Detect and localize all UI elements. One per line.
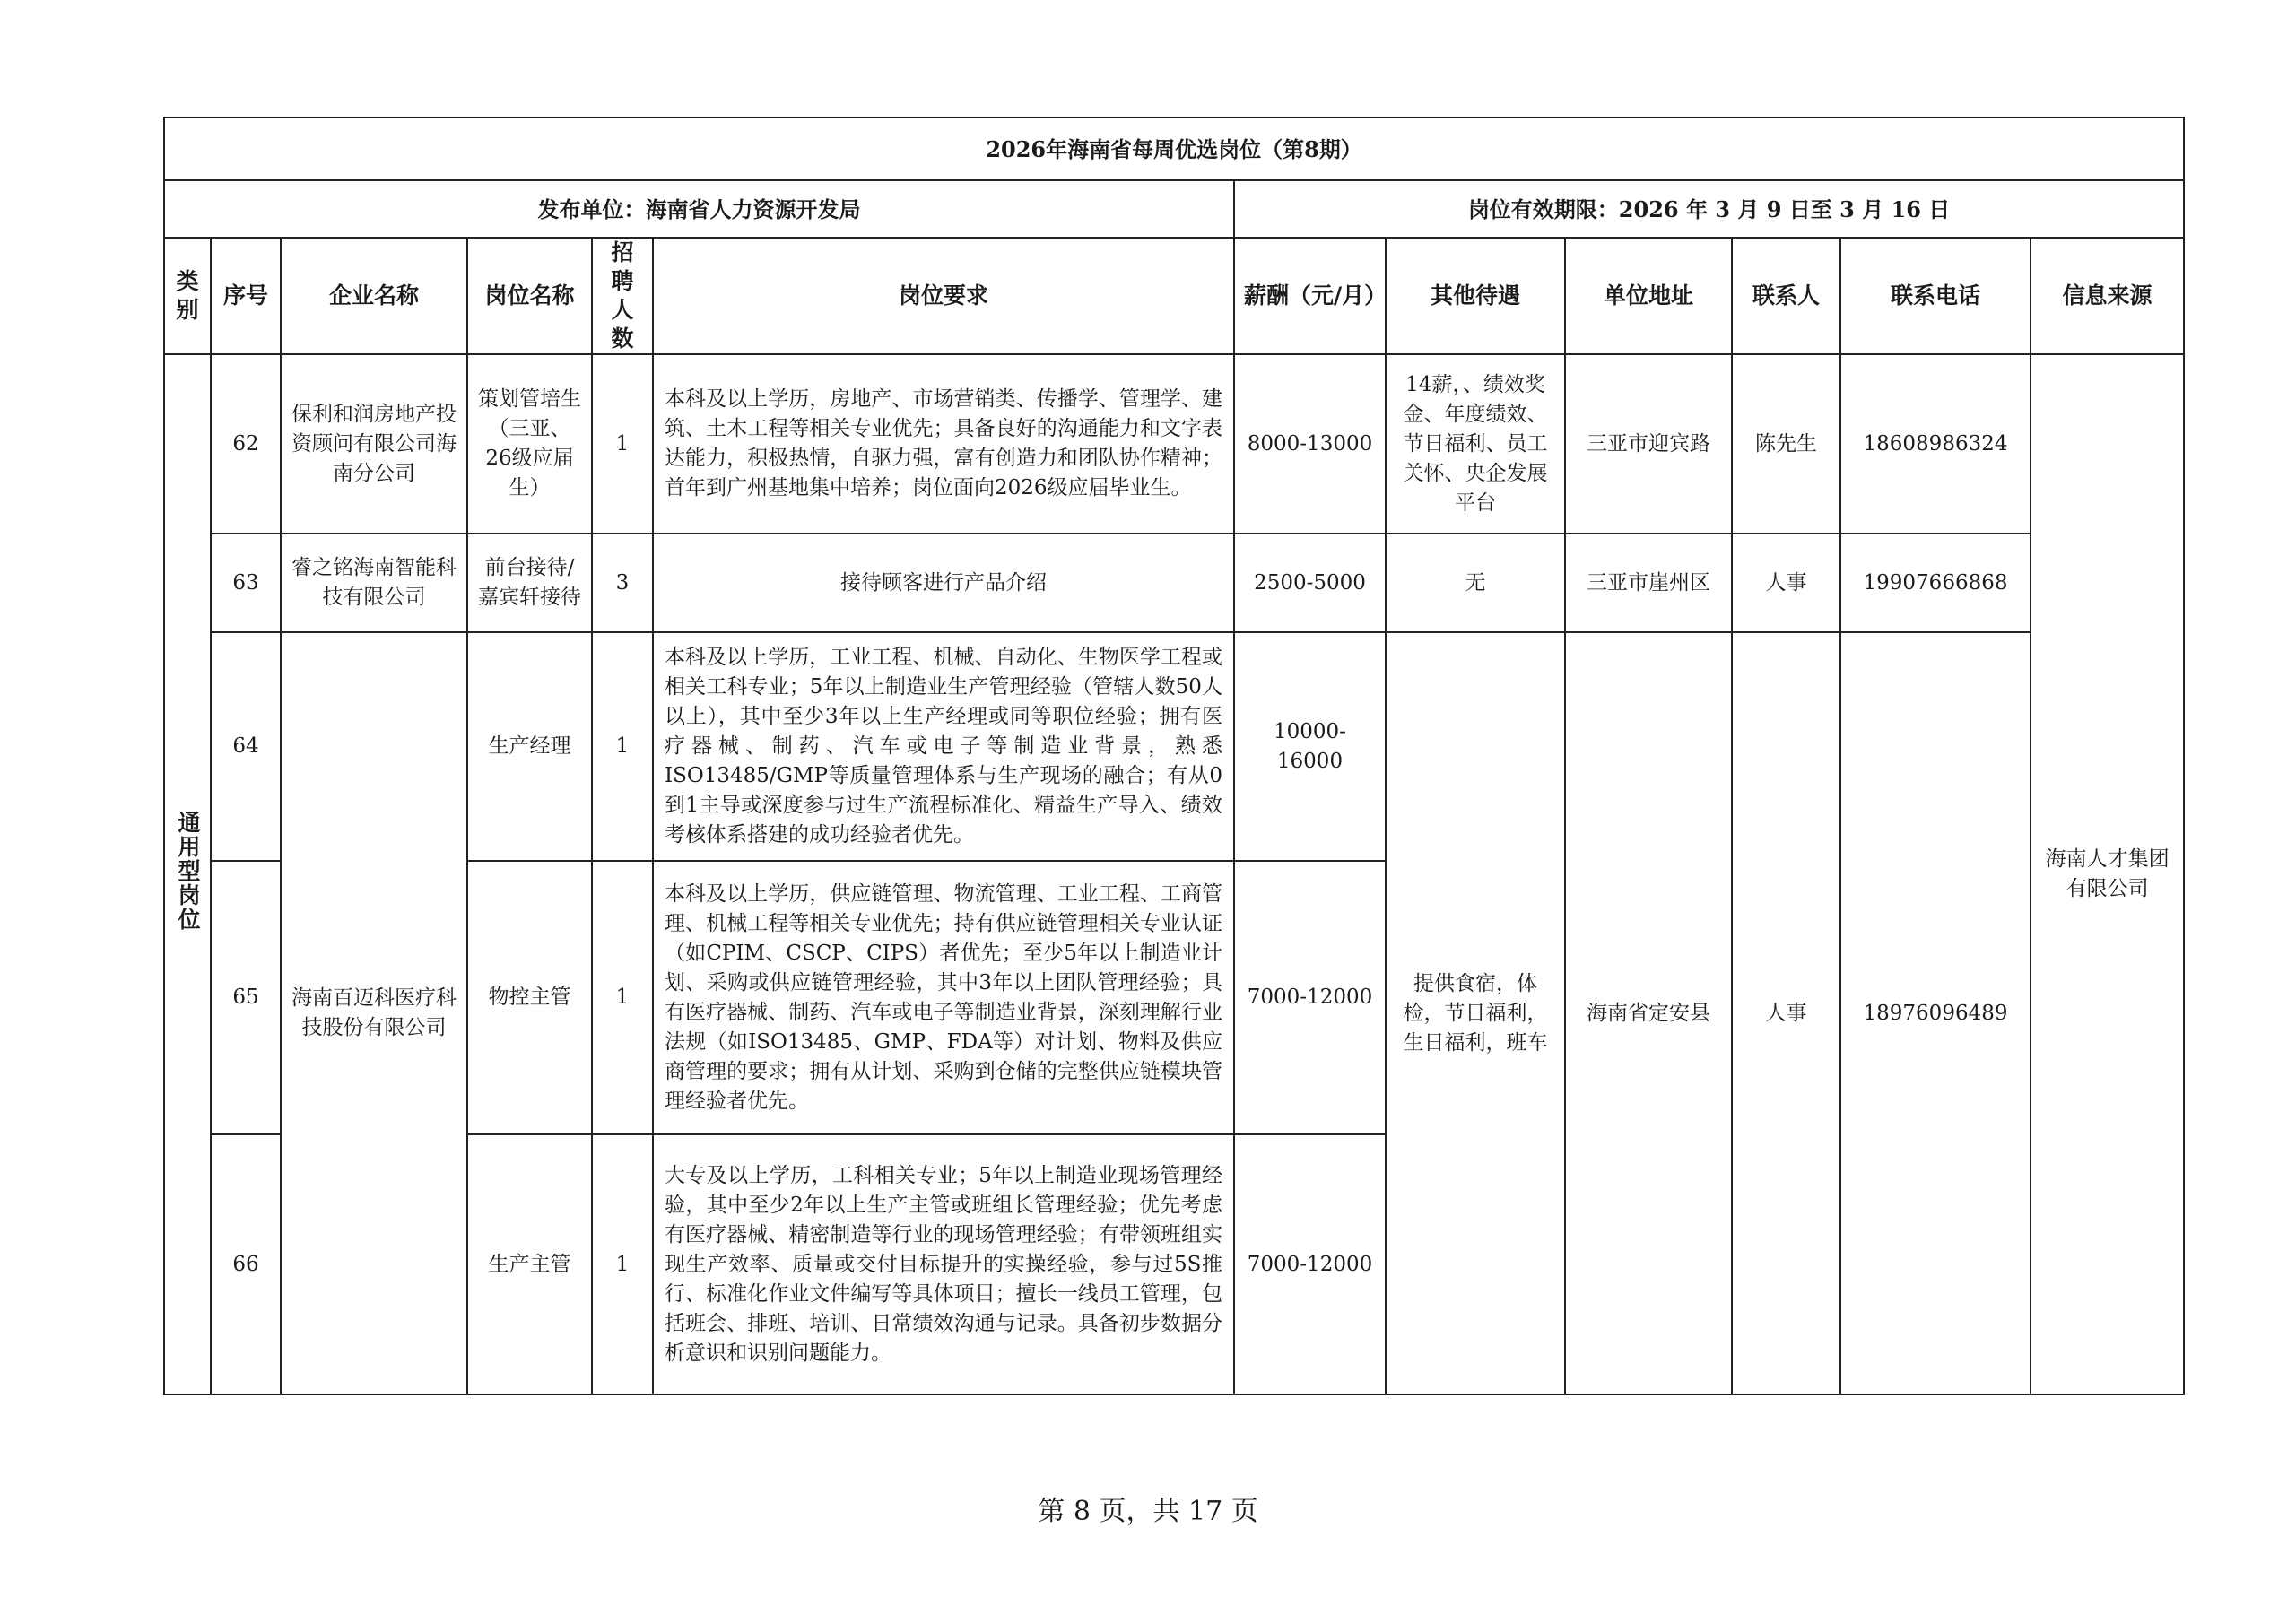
count-cell: 1 xyxy=(592,861,653,1134)
seq-cell: 66 xyxy=(211,1134,281,1394)
benefits-cell: 14薪，、绩效奖金、年度绩效、节日福利、员工关怀、央企发展平台 xyxy=(1386,354,1565,534)
position-cell: 生产经理 xyxy=(467,632,592,861)
position-cell: 策划管培生（三亚、26级应届生） xyxy=(467,354,592,534)
contact-cell: 陈先生 xyxy=(1732,354,1840,534)
count-cell: 1 xyxy=(592,354,653,534)
publisher: 发布单位：海南省人力资源开发局 xyxy=(164,180,1234,238)
header-requirements: 岗位要求 xyxy=(653,238,1234,354)
count-cell: 1 xyxy=(592,632,653,861)
salary-cell: 10000-16000 xyxy=(1234,632,1386,861)
position-cell: 生产主管 xyxy=(467,1134,592,1394)
requirements-cell: 接待顾客进行产品介绍 xyxy=(653,534,1234,632)
contact-cell: 人事 xyxy=(1732,534,1840,632)
header-salary: 薪酬（元/月） xyxy=(1234,238,1386,354)
header-source: 信息来源 xyxy=(2031,238,2184,354)
phone-cell: 19907666868 xyxy=(1840,534,2031,632)
header-phone: 联系电话 xyxy=(1840,238,2031,354)
address-cell: 三亚市崖州区 xyxy=(1565,534,1732,632)
requirements-cell: 本科及以上学历，工业工程、机械、自动化、生物医学工程或相关工科专业；5年以上制造业生产管理经验（管辖人数50人以上），其中至少3年以上生产经理或同等职位经验；拥有医疗器械、制药、汽车或电子等制造业背景，熟悉ISO13485/GMP等质量管理体系与生产现场的融合；有从0到1主导或深度参与过生产流程标准化、精益生产导入、绩效考核体系搭建的成功经验者优先。 xyxy=(653,632,1234,861)
company-cell: 保利和润房地产投资顾问有限公司海南分公司 xyxy=(281,354,467,534)
requirements-cell: 本科及以上学历，供应链管理、物流管理、工业工程、工商管理、机械工程等相关专业优先；持有供应链管理相关专业认证（如CPIM、CSCP、CIPS）者优先；至少5年以上制造业计划、采购或供应链管理经验，其中3年以上团队管理经验；具有医疗器械、制药、汽车或电子等制造业背景，深刻理解行业法规（如ISO13485、GMP、FDA等）对计划、物料及供应商管理的要求；拥有从计划、采购到仓储的完整供应链模块管理经验者优先。 xyxy=(653,861,1234,1134)
salary-cell: 2500-5000 xyxy=(1234,534,1386,632)
company-cell: 睿之铭海南智能科技有限公司 xyxy=(281,534,467,632)
seq-cell: 64 xyxy=(211,632,281,861)
salary-cell: 8000-13000 xyxy=(1234,354,1386,534)
header-contact: 联系人 xyxy=(1732,238,1840,354)
contact-cell: 人事 xyxy=(1732,632,1840,1394)
header-company: 企业名称 xyxy=(281,238,467,354)
header-category: 类别 xyxy=(164,238,211,354)
seq-cell: 63 xyxy=(211,534,281,632)
salary-cell: 7000-12000 xyxy=(1234,1134,1386,1394)
position-cell: 前台接待/嘉宾轩接待 xyxy=(467,534,592,632)
header-row xyxy=(164,238,2184,354)
salary-cell: 7000-12000 xyxy=(1234,861,1386,1134)
count-cell: 3 xyxy=(592,534,653,632)
address-cell: 海南省定安县 xyxy=(1565,632,1732,1394)
header-benefits: 其他待遇 xyxy=(1386,238,1565,354)
category-cell: 通用型岗位 xyxy=(164,354,211,1394)
seq-cell: 62 xyxy=(211,354,281,534)
count-cell: 1 xyxy=(592,1134,653,1394)
requirements-cell: 大专及以上学历，工科相关专业；5年以上制造业现场管理经验，其中至少2年以上生产主管或班组长管理经验；优先考虑有医疗器械、精密制造等行业的现场管理经验；有带领班组实现生产效率、质量或交付目标提升的实操经验，参与过5S推行、标准化作业文件编写等具体项目；擅长一线员工管理，包括班会、排班、培训、日常绩效沟通与记录。具备初步数据分析意识和识别问题能力。 xyxy=(653,1134,1234,1394)
seq-cell: 65 xyxy=(211,861,281,1134)
company-cell: 海南百迈科医疗科技股份有限公司 xyxy=(281,632,467,1394)
benefits-cell: 提供食宿，体检，节日福利，生日福利，班车 xyxy=(1386,632,1565,1394)
source-cell: 海南人才集团有限公司 xyxy=(2031,354,2184,1394)
page-footer xyxy=(0,1489,2296,1528)
table-row xyxy=(164,632,2184,861)
header-position: 岗位名称 xyxy=(467,238,592,354)
header-count: 招聘人数 xyxy=(592,238,653,354)
validity-period: 岗位有效期限：2026 年 3 月 9 日至 3 月 16 日 xyxy=(1234,180,2184,238)
page-number: 第 8 页，共 17 页 xyxy=(1038,1496,1258,1527)
phone-cell: 18976096489 xyxy=(1840,632,2031,1394)
benefits-cell: 无 xyxy=(1386,534,1565,632)
table-row xyxy=(164,534,2184,632)
table-row xyxy=(164,354,2184,534)
position-cell: 物控主管 xyxy=(467,861,592,1134)
table-title: 2026年海南省每周优选岗位（第8期） xyxy=(164,117,2184,180)
requirements-cell: 本科及以上学历，房地产、市场营销类、传播学、管理学、建筑、土木工程等相关专业优先；具备良好的沟通能力和文字表达能力，积极热情，自驱力强，富有创造力和团队协作精神；首年到广州基地集中培养；岗位面向2026级应届毕业生。 xyxy=(653,354,1234,534)
job-listing-table xyxy=(163,117,2185,1395)
address-cell: 三亚市迎宾路 xyxy=(1565,354,1732,534)
header-address: 单位地址 xyxy=(1565,238,1732,354)
phone-cell: 18608986324 xyxy=(1840,354,2031,534)
header-seq: 序号 xyxy=(211,238,281,354)
